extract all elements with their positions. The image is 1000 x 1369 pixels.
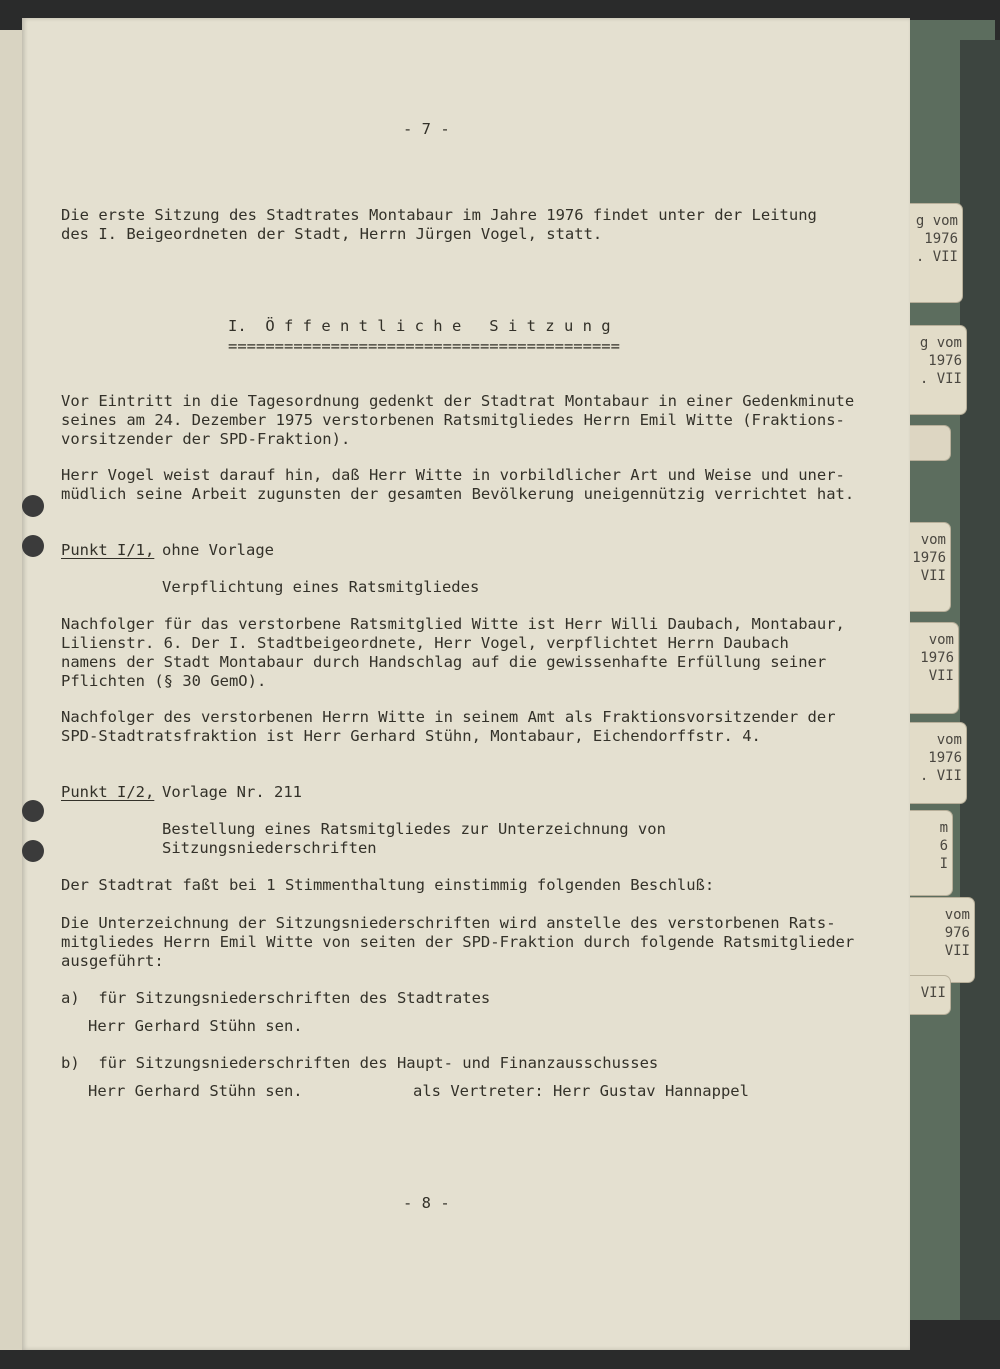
punkt-2-label: Punkt I/2, [61,783,155,801]
vogel-paragraph: Herr Vogel weist darauf hin, daß Herr Witte in vorbildlicher Art und Weise und uner- müdlich seine Arbeit zugunsten der gesamten Bevölkerung uneigennützig verrichtet hat. [61,466,855,503]
punch-hole [22,535,44,557]
punkt-2-decision: Der Stadtrat faßt bei 1 Stimmenthaltung einstimmig folgenden Beschluß: [61,876,715,894]
punch-hole [22,495,44,517]
tab-label: vom 1976 VII [920,632,954,684]
punkt-2-body: Die Unterzeichnung der Sitzungsniederschriften wird anstelle des verstorbenen Rats- mitgliedes Herrn Emil Witte von seiten der SPD-Fraktion durch folgende Ratsmitglieder ausgeführt: [61,914,855,970]
punkt-1-label: Punkt I/1, [61,541,155,559]
tab-label: g vom 1976 . VII [919,335,962,387]
index-tab[interactable] [905,810,953,896]
tab-label: vom 976 VII [944,907,970,959]
index-tab[interactable] [905,975,951,1015]
punkt-1-vorlage: ohne Vorlage [162,541,274,559]
index-tab[interactable] [905,622,959,714]
index-tab[interactable] [905,425,951,461]
punch-hole [22,840,44,862]
memorial-paragraph: Vor Eintritt in die Tagesordnung gedenkt der Stadtrat Montabaur in einer Gedenkminute seines am 24. Dezember 1975 verstorbenen Ratsmitgliedes Herrn Emil Witte (Fraktions- vorsitzender der SPD-Fraktion). [61,392,855,448]
index-tab[interactable] [905,522,951,612]
intro-paragraph: Die erste Sitzung des Stadtrates Montabaur im Jahre 1976 findet unter der Leitung des I. Beigeordneten der Stadt, Herrn Jürgen Vogel, statt. [61,206,817,243]
page-number-bottom: - 8 - [403,1194,450,1212]
list-item-b-deputy: als Vertreter: Herr Gustav Hannappel [413,1082,749,1100]
binder-spine [960,40,1000,1320]
punch-hole [22,800,44,822]
punkt-2-subject: Bestellung eines Ratsmitgliedes zur Unterzeichnung von Sitzungsniederschriften [162,820,666,857]
punkt-2-vorlage: Vorlage Nr. 211 [162,783,302,801]
index-tab[interactable] [905,203,963,303]
section-heading: I. Ö f f e n t l i c h e S i t z u n g [228,317,611,335]
page-number-top: - 7 - [403,120,450,138]
tab-label: g vom 1976 . VII [915,213,958,265]
list-item-a: a) für Sitzungsniederschriften des Stadtrates [61,989,491,1007]
punkt-1-paragraph-2: Nachfolger des verstorbenen Herrn Witte in seinem Amt als Fraktionsvorsitzender der SPD-Stadtratsfraktion ist Herr Gerhard Stühn, Montabaur, Eichendorffstr. 4. [61,708,836,745]
index-tab[interactable] [905,325,967,415]
punkt-1-subject: Verpflichtung eines Ratsmitgliedes [162,578,480,596]
list-item-b-person: Herr Gerhard Stühn sen. [88,1082,303,1100]
tab-label: vom 1976 . VII [919,732,962,784]
list-item-a-person: Herr Gerhard Stühn sen. [88,1017,303,1035]
list-item-b: b) für Sitzungsniederschriften des Haupt- und Finanzausschusses [61,1054,659,1072]
tab-label: vom 1976 VII [912,532,946,584]
left-page-edge [0,30,22,1350]
tab-label: VII [920,985,946,1001]
tab-label: m 6 I [939,820,948,872]
punkt-1-paragraph-1: Nachfolger für das verstorbene Ratsmitglied Witte ist Herr Willi Daubach, Montabaur, Lilienstr. 6. Der I. Stadtbeigeordnete, Herr Vogel, verpflichtet Herrn Daubach namens der Stadt Montabaur durch Handschlag auf die gewissenhafte Erfüllung seiner Pflichten (§ 30 GemO). [61,615,845,690]
index-tab[interactable] [905,897,975,983]
index-tab[interactable] [905,722,967,804]
section-rule: ========================================== [228,337,620,355]
